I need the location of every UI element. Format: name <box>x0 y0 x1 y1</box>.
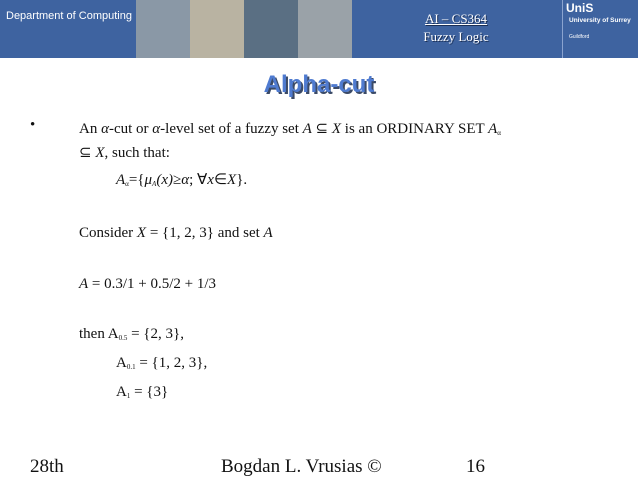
text-run: = 0.3/1 + 0.5/2 + 1/3 <box>88 276 217 292</box>
definition-line-2 <box>79 143 170 162</box>
formula-subscript: α <box>125 180 129 188</box>
definition-line-1 <box>79 119 501 138</box>
set-a: A <box>263 225 273 241</box>
logo-mark: UniS <box>566 1 594 15</box>
cut-result: = {1, 2, 3}, <box>135 355 208 371</box>
course-code: AI – CS364 <box>424 11 488 26</box>
set-a: A <box>302 121 312 137</box>
formula-part: (x)≥ <box>156 172 182 188</box>
cut-subscript: 0.5 <box>118 334 128 342</box>
formula-subscript: A <box>152 180 157 188</box>
formula-part: x <box>207 172 214 188</box>
alpha-cut-formula <box>116 170 247 189</box>
footer-page-number: 16 <box>466 456 485 477</box>
text-run: -level set of a fuzzy set <box>160 121 303 137</box>
cut-set: A <box>116 384 127 400</box>
footer-date: 28th <box>30 456 64 477</box>
text-run: then <box>79 326 108 342</box>
cut-set: A <box>116 355 127 371</box>
slide-title: Alpha-cut <box>263 71 375 98</box>
alpha-symbol: α <box>101 121 109 137</box>
formula-part: X <box>227 172 237 188</box>
course-box <box>352 0 560 58</box>
cut-result: = {3} <box>130 384 169 400</box>
header-photo-strip <box>136 0 352 58</box>
footer-author: Bogdan L. Vrusias © <box>221 456 382 477</box>
set-a-alpha: A <box>488 121 498 137</box>
text-run: is an ORDINARY SET <box>341 121 489 137</box>
formula-part: }. <box>236 172 248 188</box>
cut-line-1 <box>116 384 168 401</box>
formula-part: ={ <box>128 172 145 188</box>
subset-symbol: ⊆ <box>311 121 332 137</box>
text-run: = {1, 2, 3} and set <box>146 225 264 241</box>
department-label: Department of Computing <box>6 10 132 22</box>
text-run: An <box>79 121 102 137</box>
university-logo <box>562 0 638 58</box>
set-x: X <box>95 145 105 161</box>
cut-subscript: 1 <box>126 392 131 400</box>
formula-a: A <box>116 172 126 188</box>
slide-header <box>0 0 638 58</box>
forall-symbol: ; ∀ <box>189 172 208 188</box>
cut-result: = {2, 3}, <box>127 326 184 342</box>
cut-subscript: 0.1 <box>126 363 136 371</box>
text-run: Consider <box>79 225 137 241</box>
set-a: A <box>79 276 89 292</box>
consider-line <box>79 225 273 242</box>
logo-name: University of Surrey <box>569 17 631 24</box>
course-topic: Fuzzy Logic <box>423 29 489 44</box>
text-run: , such that: <box>104 145 170 161</box>
set-x: X <box>331 121 342 137</box>
alpha-symbol: α <box>152 121 161 137</box>
mu-symbol: μ <box>144 172 153 188</box>
fuzzy-set-definition <box>79 276 216 293</box>
alpha-subscript: α <box>497 129 501 137</box>
cut-set: A <box>107 326 119 342</box>
cut-line-0-5 <box>79 326 184 343</box>
subset-symbol: ⊆ <box>79 145 96 161</box>
text-run: -cut or <box>108 121 153 137</box>
cut-line-0-1 <box>116 355 207 372</box>
bullet-icon: • <box>30 117 36 133</box>
element-of-symbol: ∈ <box>213 172 228 188</box>
alpha-symbol: α <box>181 172 190 188</box>
logo-sub: Guildford <box>569 34 590 40</box>
set-x: X <box>136 225 147 241</box>
